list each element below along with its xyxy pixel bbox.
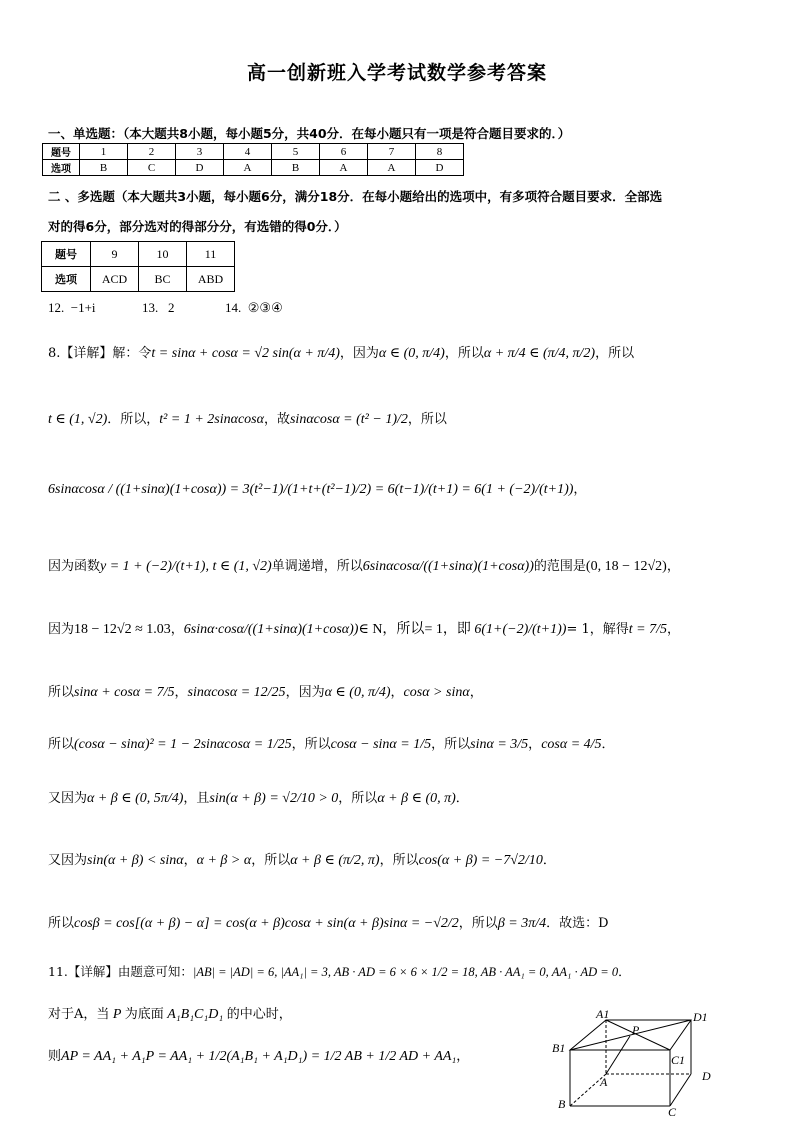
prism-figure bbox=[548, 1008, 718, 1118]
table-cell: 9 bbox=[91, 242, 139, 267]
table-cell: B bbox=[272, 160, 320, 176]
row-label: 题号 bbox=[43, 144, 80, 160]
row-label: 选项 bbox=[43, 160, 80, 176]
table-cell: D bbox=[416, 160, 464, 176]
vertex-label: A1 bbox=[596, 1008, 610, 1021]
table-cell: 8 bbox=[416, 144, 464, 160]
section1-answer-table bbox=[42, 143, 464, 176]
table-cell: 2 bbox=[128, 144, 176, 160]
vertex-label: B1 bbox=[552, 1041, 566, 1055]
table-cell: ABD bbox=[187, 267, 235, 292]
table-cell: 6 bbox=[320, 144, 368, 160]
sol8-line4: 因为函数y = 1 + (−2)/(t+1), t ∈ (1, √2)单调递增，所以6sinαcosα/((1+sinα)(1+cosα))的范围是(0, 18 − 12√2)， bbox=[48, 559, 680, 574]
table-row bbox=[42, 242, 235, 267]
table-cell: 5 bbox=[272, 144, 320, 160]
table-cell: 10 bbox=[139, 242, 187, 267]
table-row bbox=[42, 267, 235, 292]
table-row bbox=[43, 144, 464, 160]
vertex-label: A bbox=[600, 1075, 608, 1089]
table-cell: 3 bbox=[176, 144, 224, 160]
sol8-line8: 又因为α + β ∈ (0, 5π/4)，且sin(α + β) = √2/10 > 0，所以α + β ∈ (0, π)． bbox=[48, 791, 469, 806]
vertex-label: D bbox=[702, 1069, 711, 1083]
sol8-line5: 因为18 − 12√2 ≈ 1.03，6sinα·cosα/((1+sinα)(1+cosα))∈ N，所以= 1，即 6(1+(−2)/(t+1))= 1，解得t = 7/5， bbox=[48, 622, 680, 637]
table-cell: C bbox=[128, 160, 176, 176]
table-cell: A bbox=[368, 160, 416, 176]
table-cell: A bbox=[320, 160, 368, 176]
sol11-line1: 11.【详解】由题意可知：|AB| = |AD| = 6, |AA₁| = 3, AB · AD = 6 × 6 × 1/2 = 18, AB · AA₁ = 0, AA₁ · AD = 0． bbox=[48, 964, 631, 979]
section1-heading: 一、单选题：（本大题共8小题，每小题5分，共40分．在每小题只有一项是符合题目要求的．） bbox=[48, 126, 571, 141]
sol11-line2: 对于A，当 P 为底面 A₁B₁C₁D₁ 的中心时， bbox=[48, 1007, 292, 1022]
table-cell: 1 bbox=[80, 144, 128, 160]
table-cell: D bbox=[176, 160, 224, 176]
table-cell: 11 bbox=[187, 242, 235, 267]
section2-heading-line1: 二 、多选题（本大题共3小题，每小题6分，满分18分．在每小题给出的选项中，有多项符合题目要求．全部选 bbox=[48, 189, 663, 204]
vertex-label: C1 bbox=[671, 1053, 686, 1067]
vertex-label: C bbox=[668, 1105, 677, 1118]
fill-answers: 12. −1+i 13. 2 14. ②③④ bbox=[48, 300, 283, 315]
table-cell: 4 bbox=[224, 144, 272, 160]
vertex-label: P bbox=[632, 1023, 640, 1037]
sol8-line1: 8.【详解】解：令t = sinα + cosα = √2 sin(α + π/4)，因为α ∈ (0, π/4)，所以α + π/4 ∈ (π/4, π/2)，所以 bbox=[48, 346, 635, 361]
table-cell: BC bbox=[139, 267, 187, 292]
sol8-line3: 6sinαcosα / ((1+sinα)(1+cosα)) = 3(t²−1)/(1+t+(t²−1)/2) = 6(t−1)/(t+1) = 6(1 + (−2)/(t+1))， bbox=[48, 482, 587, 497]
table-cell: B bbox=[80, 160, 128, 176]
sol8-line6: 所以sinα + cosα = 7/5，sinαcosα = 12/25，因为α ∈ (0, π/4)，cosα > sinα， bbox=[48, 685, 483, 700]
section2-heading-line2: 对的得6分，部分选对的得部分分，有选错的得0分．） bbox=[48, 219, 347, 234]
sol8-line9: 又因为sin(α + β) < sinα，α + β > α，所以α + β ∈ (π/2, π)，所以cos(α + β) = −7√2/10． bbox=[48, 853, 556, 868]
table-cell: A bbox=[224, 160, 272, 176]
row-label: 题号 bbox=[42, 242, 91, 267]
vertex-label: B bbox=[558, 1097, 566, 1111]
table-row bbox=[43, 160, 464, 176]
vertex-label: D1 bbox=[693, 1010, 708, 1024]
table-cell: 7 bbox=[368, 144, 416, 160]
sol11-line3: 则AP = AA₁ + A₁P = AA₁ + 1/2(A₁B₁ + A₁D₁) = 1/2 AB + 1/2 AD + AA₁， bbox=[48, 1049, 470, 1064]
sol8-line2: t ∈ (1, √2)．所以，t² = 1 + 2sinαcosα，故sinαcosα = (t² − 1)/2，所以 bbox=[48, 412, 447, 427]
page-title: 高一创新班入学考试数学参考答案 bbox=[246, 62, 547, 84]
sol8-line7: 所以(cosα − sinα)² = 1 − 2sinαcosα = 1/25，所以cosα − sinα = 1/5，所以sinα = 3/5，cosα = 4/5． bbox=[48, 737, 615, 752]
table-cell: ACD bbox=[91, 267, 139, 292]
section2-answer-table bbox=[41, 241, 235, 292]
row-label: 选项 bbox=[42, 267, 91, 292]
sol8-line10: 所以cosβ = cos[(α + β) − α] = cos(α + β)cosα + sin(α + β)sinα = −√2/2，所以β = 3π/4．故选：D bbox=[48, 916, 609, 931]
